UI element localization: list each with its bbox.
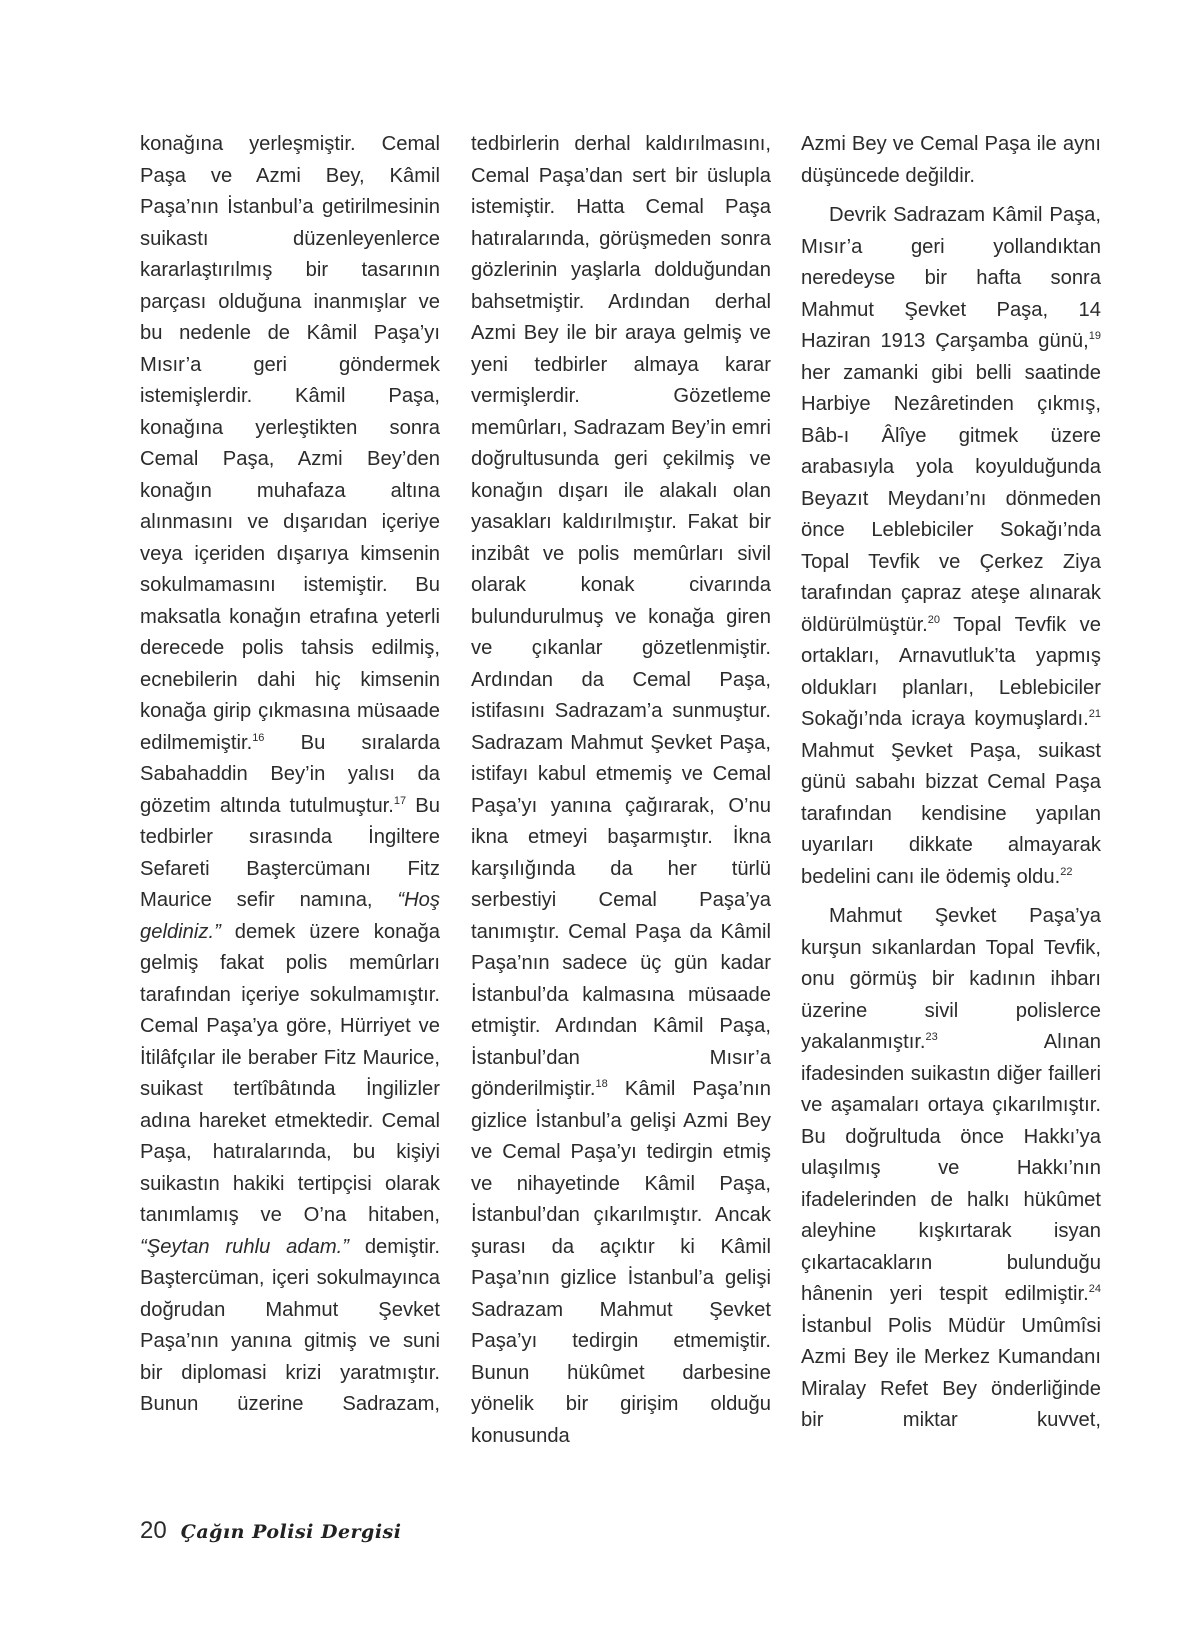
paragraph: [140, 129, 440, 1421]
page-number: 20: [140, 1517, 167, 1544]
text-run: Azmi Bey ve Cemal Paşa ile aynı düşüncede değildir.: [801, 133, 1101, 187]
text-run: konağına yerleşmiştir. Cemal Paşa ve Azmi Bey, Kâmil Paşa’nın İstanbul’a getirilmesinin suikastı düzenleyenlerce kararlaştırılmış bir tasarının parçası olduğuna inanmışlar ve bu nedenle de Kâmil Paşa’yı Mısır’a geri göndermek istemişlerdir. Kâmil Paşa, konağına yerleştikten sonra Cemal Paşa, Azmi Bey’den konağın muhafaza altına alınmasını ve dışarıdan içeriye veya içeriden dışarıya kimsenin sokulmamasını istemiştir. Bu maksatla konağın etrafına yeterli derecede polis tahsis edilmiş, ecnebilerin dahi hiç kimsenin konağa girip çıkmasına müsaade edilmemiştir.: [140, 133, 440, 754]
text-column-3: [801, 129, 1101, 1437]
text-run: Mahmut Şevket Paşa, suikast günü sabahı bizzat Cemal Paşa tarafından kendisine yapılan uyarıları dikkate almayarak bedelini canı ile ödemiş oldu.: [801, 739, 1101, 888]
paragraph: [801, 901, 1101, 1437]
paragraph: [801, 200, 1101, 893]
footnote-ref: 20: [927, 613, 941, 626]
page-footer: [140, 1517, 401, 1547]
paragraph: [471, 129, 771, 1452]
footnote-ref: 19: [1088, 330, 1101, 342]
magazine-title: Çağın Polisi Dergisi: [180, 1521, 402, 1543]
quoted-text: “Şeytan ruhlu adam.”: [140, 1235, 349, 1258]
footnote-ref: 16: [252, 731, 265, 744]
footnote-ref: 24: [1088, 1283, 1101, 1295]
text-run: demek üzere konağa gelmiş fakat polis memûrları tarafından içeriye sokulmamıştır. Cemal Paşa’ya göre, Hürriyet ve İtilâfçılar ile beraber Fitz Maurice, suikast tertîbâtında İngilizler adına hareket etmektedir. Cemal Paşa, hatıralarında, bu kişiyi suikastın hakiki tertipçisi olarak tanımlamış ve O’na hitaben,: [140, 920, 440, 1226]
footnote-ref: 18: [595, 1078, 608, 1090]
text-run: Alınan ifadesinden suikastın diğer failleri ve aşamaları ortaya çıkarılmıştır. Bu doğrultuda önce Hakkı’ya ulaşılmış ve Hakkı’nın ifadelerinden de halkı hükûmet aleyhine kışkırtarak isyan çıkartacakların bulunduğu hânenin yeri tespit edilmiştir.: [801, 1031, 1101, 1305]
footnote-ref: 21: [1088, 708, 1101, 720]
text-run: İstanbul Polis Müdür Umûmîsi Azmi Bey ile Merkez Kumandanı Miralay Refet Bey önderliğinde bir miktar kuvvet,: [801, 1314, 1101, 1431]
text-run: her zamanki gibi belli saatinde Harbiye Nezâretinden çıkmış, Bâb-ı Âlîye gitmek üzere arabasıyla yola koyulduğunda Beyazıt Meydanı’nı dönmeden önce Leblebiciler Sokağı’nda Topal Tevfik ve Çerkez Ziya tarafından çapraz ateşe alınarak öldürülmüştür.: [801, 361, 1101, 636]
footnote-ref: 23: [925, 1031, 938, 1043]
footnote-ref: 17: [393, 794, 407, 807]
text-column-2: [471, 129, 771, 1452]
text-run: demiştir. Baştercüman, içeri sokulmayınca doğrudan Mahmut Şevket Paşa’nın yanına gitmiş ve suni bir diplomasi krizi yaratmıştır. Bunun üzerine Sadrazam,: [140, 1235, 440, 1415]
text-run: Devrik Sadrazam Kâmil Paşa, Mısır’a geri yollandıktan neredeyse bir hafta sonra Mahmut Şevket Paşa, 14 Haziran 1913 Çarşamba günü,: [801, 204, 1101, 352]
quoted-text: “Hoş geldiniz.”: [140, 889, 440, 943]
paragraph: [801, 129, 1101, 192]
text-run: tedbirlerin derhal kaldırılmasını, Cemal Paşa’dan sert bir üslupla istemiştir. Hatta Cemal Paşa hatıralarında, görüşmeden sonra gözlerinin yaşlarla dolduğundan bahsetmiştir. Ardından derhal Azmi Bey ile bir araya gelmiş ve yeni tedbirler almaya karar vermişlerdir. Gözetleme memûrları, Sadrazam Bey’in emri doğrultusunda geri çekilmiş ve konağın dışarı ile alakalı olan yasakları kaldırılmıştır. Fakat bir inzibât ve polis memûrları sivil olarak konak civarında bulundurulmuş ve konağa giren ve çıkanlar gözetlenmiştir. Ardından da Cemal Paşa, istifasını Sadrazam’a sunmuştur. Sadrazam Mahmut Şevket Paşa, istifayı kabul etmemiş ve Cemal Paşa’yı yanına çağırarak, O’nu ikna etmeyi başarmıştır. İkna karşılığında da her türlü serbestiyi Cemal Paşa’ya tanımıştır. Cemal Paşa da Kâmil Paşa’nın sadece üç gün kadar İstanbul’da kalmasına müsaade etmiştir. Ardından Kâmil Paşa, İstanbul’dan Mısır’a gönderilmiştir.: [471, 133, 771, 1100]
footnote-ref: 22: [1060, 865, 1073, 878]
text-column-1: [140, 129, 440, 1421]
text-run: Bu tedbirler sırasında İngiltere Sefareti Baştercümanı Fitz Maurice sefir namına,: [140, 794, 440, 911]
text-run: Topal Tevfik ve ortakları, Arnavutluk’ta yapmış oldukları planları, Leblebiciler Sokağı’nda icraya koymuşlardı.: [801, 613, 1101, 730]
text-run: Kâmil Paşa’nın gizlice İstanbul’a gelişi Azmi Bey ve Cemal Paşa’yı tedirgin etmiş ve nihayetinde Kâmil Paşa, İstanbul’dan çıkarılmıştır. Ancak şurası da açıktır ki Kâmil Paşa’nın gizlice İstanbul’a gelişi Sadrazam Mahmut Şevket Paşa’yı tedirgin etmemiştir. Bunun hükûmet darbesine yönelik bir girişim olduğu konusunda: [471, 1078, 771, 1447]
text-run: Mahmut Şevket Paşa’ya kurşun sıkanlardan Topal Tevfik, onu görmüş bir kadının ihbarı üzerine sivil polislerce yakalanmıştır.: [801, 905, 1101, 1053]
text-run: Bu sıralarda Sabahaddin Bey’in yalısı da gözetim altında tutulmuştur.: [140, 731, 440, 817]
